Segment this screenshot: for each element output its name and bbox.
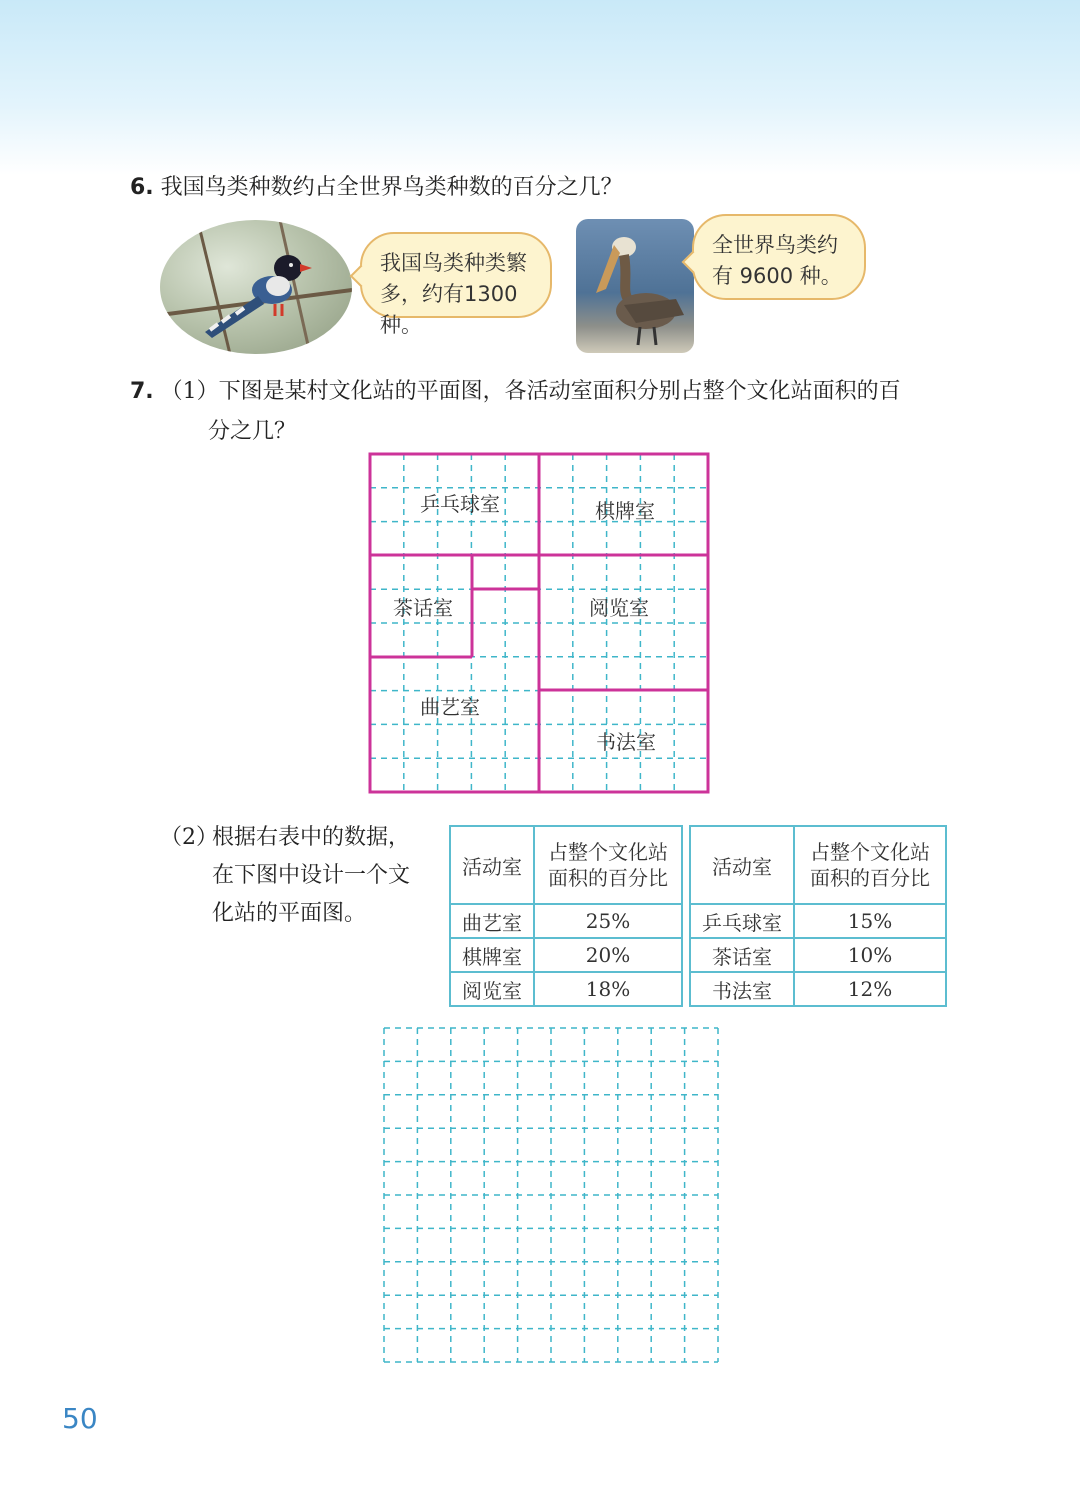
question-7-part1-line2: 分之几？ [208,419,297,444]
bubble-line: 多，约有1300种。 [380,282,518,337]
table-cell-percent: 20% [534,938,682,972]
table-cell-room: 书法室 [690,972,794,1006]
table-header-percent [794,826,946,904]
table-cell-room: 曲艺室 [450,904,534,938]
table-cell-percent: 10% [794,938,946,972]
bubble-line: 我国鸟类种类繁 [380,251,527,275]
table-row [450,904,682,938]
question-7-number: 7. [130,379,154,404]
room-label-tea: 茶话室 [393,596,453,620]
table-cell-percent: 25% [534,904,682,938]
table-cell-room: 乒乓球室 [690,904,794,938]
table-header-percent [534,826,682,904]
table-cell-room: 棋牌室 [450,938,534,972]
room-label-reading: 阅览室 [589,596,649,620]
table-cell-room: 阅览室 [450,972,534,1006]
table-header-line: 面积的百分比 [548,866,668,890]
table-header-line: 占整个文化站 [548,840,668,864]
percentage-table-left [449,825,683,1007]
question-7-part2-line: 在下图中设计一个文 [212,863,411,888]
room-label-pingpong: 乒乓球室 [420,492,500,516]
table-cell-percent: 15% [794,904,946,938]
page-number: 50 [62,1402,98,1435]
table-header-room: 活动室 [450,826,534,904]
room-label-opera: 曲艺室 [420,695,480,719]
bubble-line: 全世界鸟类约 [712,233,838,257]
question-6-text: 我国鸟类种数约占全世界鸟类种数的百分之几？ [160,175,623,200]
table-row [690,938,946,972]
table-cell-percent: 18% [534,972,682,1006]
table-row [450,972,682,1006]
percentage-table-right [689,825,947,1007]
question-7-part1-text: 下图是某村文化站的平面图，各活动室面积分别占整个文化站面积的百 [218,379,901,404]
question-7-part1-label: （1） [160,379,219,404]
table-row [450,938,682,972]
question-7-part2-line: 化站的平面图。 [212,901,367,926]
table-header-room: 活动室 [690,826,794,904]
table-header-line: 面积的百分比 [810,866,930,890]
question-7-part2-label: （2） [160,825,218,850]
blank-design-grid [384,1028,718,1362]
table-cell-percent: 12% [794,972,946,1006]
table-cell-room: 茶话室 [690,938,794,972]
table-row [690,972,946,1006]
table-header-line: 占整个文化站 [810,840,930,864]
room-label-calligraphy: 书法室 [596,730,656,754]
table-row [690,904,946,938]
room-label-chess: 棋牌室 [595,499,655,523]
bubble-line: 有 9600 种。 [712,264,842,288]
question-6-number: 6. [130,175,154,200]
question-7-part2-line: 根据右表中的数据， [212,825,411,850]
